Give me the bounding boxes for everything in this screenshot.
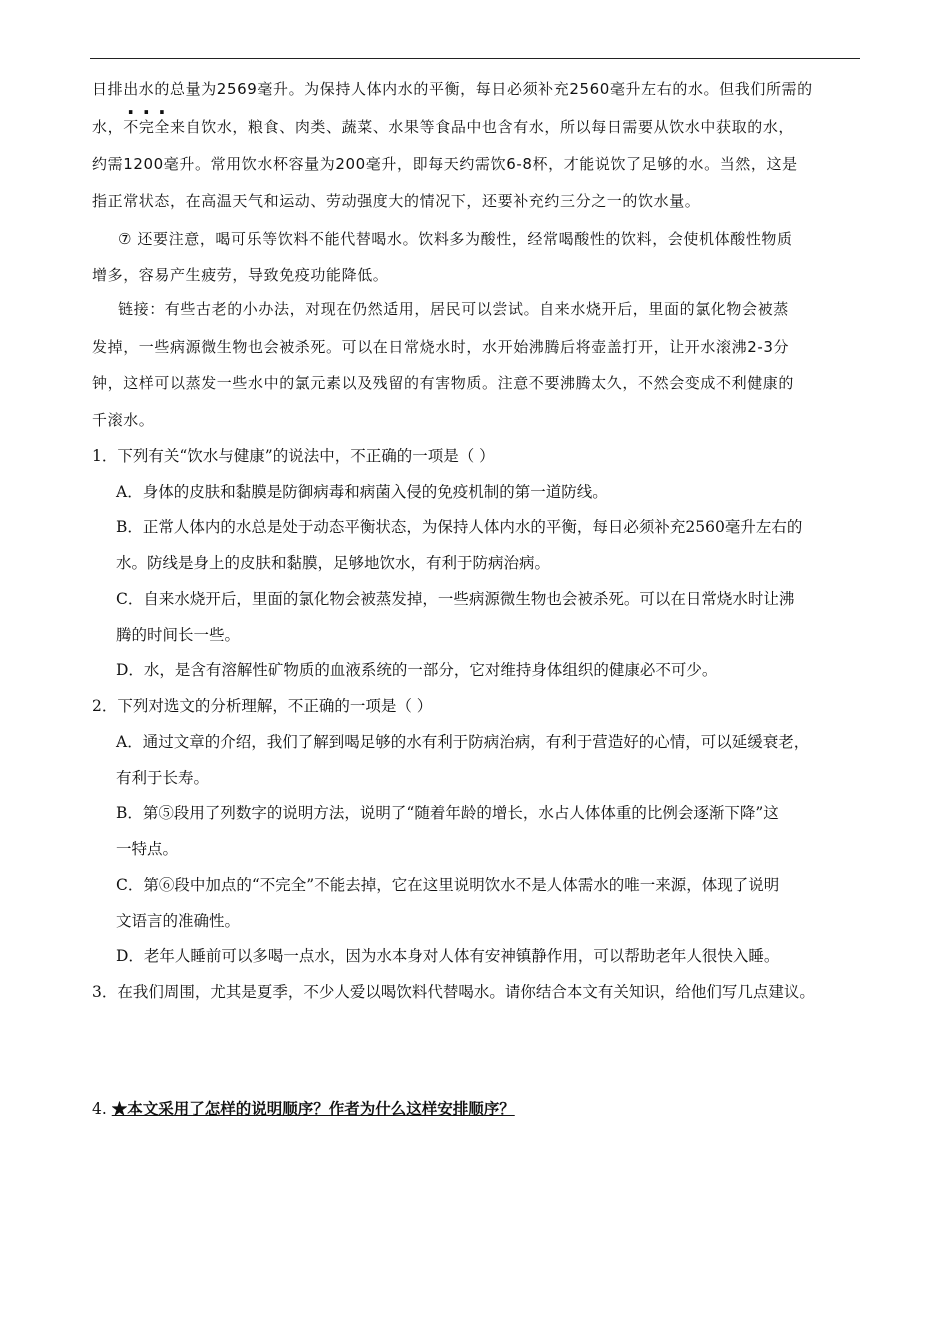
question-2-option-a-line2: 有利于长寿。 [116,769,210,787]
emphasis-dotted-text [123,118,170,136]
header-rule [90,58,860,59]
passage-para6-line2-before: 水， [92,118,124,136]
dotted-character: 完 [138,118,155,136]
passage-link-line3: 钟，这样可以蒸发一些水中的氯元素以及残留的有害物质。注意不要沸腾太久，不然会变成不利健康的 [92,374,795,392]
question-4-number: 4. [92,1100,107,1118]
passage-para7-line2: 增多，容易产生疲劳，导致免疫功能降低。 [92,266,389,284]
question-2-option-d: D．老年人睡前可以多喝一点水，因为水本身对人体有安神镇静作用，可以帮助老年人很快入睡。 [116,947,780,965]
dotted-character: 不 [123,118,139,136]
question-2-option-a-line1: A．通过文章的介绍，我们了解到喝足够的水有利于防病治病，有利于营造好的心情，可以延缓衰老， [116,733,810,751]
question-2-stem: 2．下列对选文的分析理解，不正确的一项是（ ） [92,697,433,715]
dotted-character: 全 [154,118,171,136]
question-4 [92,1097,515,1119]
question-4-stem: ★本文采用了怎样的说明顺序？作者为什么这样安排顺序？ [111,1099,515,1118]
question-1-option-d: D．水，是含有溶解性矿物质的血液系统的一部分，它对维持身体组织的健康必不可少。 [116,661,718,679]
question-2-option-b-line1: B．第⑤段用了列数字的说明方法，说明了“随着年龄的增长，水占人体体重的比例会逐渐下降”这 [116,804,779,822]
passage-para6-line1: 日排出水的总量为2569毫升。为保持人体内水的平衡，每日必须补充2560毫升左右的水。但我们所需的 [92,80,813,98]
passage-para7-line1: ⑦ 还要注意，喝可乐等饮料不能代替喝水。饮料多为酸性，经常喝酸性的饮料，会使机体酸性物质 [118,230,793,248]
passage-link-line1: 链接：有些古老的小办法，对现在仍然适用，居民可以尝试。自来水烧开后，里面的氯化物会被蒸 [118,300,789,318]
question-1-option-a: A．身体的皮肤和黏膜是防御病毒和病菌入侵的免疫机制的第一道防线。 [116,483,608,501]
passage-link-line4: 千滚水。 [92,411,155,429]
question-1-option-b-line2: 水。防线是身上的皮肤和黏膜，足够地饮水，有利于防病治病。 [116,554,551,572]
question-1-option-c-line1: C．自来水烧开后，里面的氯化物会被蒸发掉，一些病源微生物也会被杀死。可以在日常烧水时让沸 [116,590,795,608]
question-1-option-b-line1: B．正常人体内的水总是处于动态平衡状态，为保持人体内水的平衡，每日必须补充2560毫升左右的 [116,518,803,536]
passage-para6-line4: 指正常状态，在高温天气和运动、劳动强度大的情况下，还要补充约三分之一的饮水量。 [92,192,701,210]
question-2-option-b-line2: 一特点。 [116,840,179,858]
question-1-stem: 1．下列有关“饮水与健康”的说法中，不正确的一项是（ ） [92,447,495,465]
question-1-option-c-line2: 腾的时间长一些。 [116,626,241,644]
question-2-option-c-line2: 文语言的准确性。 [116,912,241,930]
question-3-stem: 3．在我们周围，尤其是夏季，不少人爱以喝饮料代替喝水。请你结合本文有关知识，给他们写几点建议。 [92,983,815,1001]
question-2-option-c-line1: C．第⑥段中加点的“不完全”不能去掉，它在这里说明饮水不是人体需水的唯一来源，体现了说明 [116,876,780,894]
passage-link-line2: 发掉，一些病源微生物也会被杀死。可以在日常烧水时，水开始沸腾后将壶盖打开，让开水滚沸2-3分 [92,338,790,356]
passage-para6-line2 [92,116,794,137]
passage-para6-line2-after: 来自饮水，粮食、肉类、蔬菜、水果等食品中也含有水，所以每日需要从饮水中获取的水， [170,118,795,136]
passage-para6-line3: 约需1200毫升。常用饮水杯容量为200毫升，即每天约需饮6-8杯，才能说饮了足够的水。当然，这是 [92,155,798,173]
